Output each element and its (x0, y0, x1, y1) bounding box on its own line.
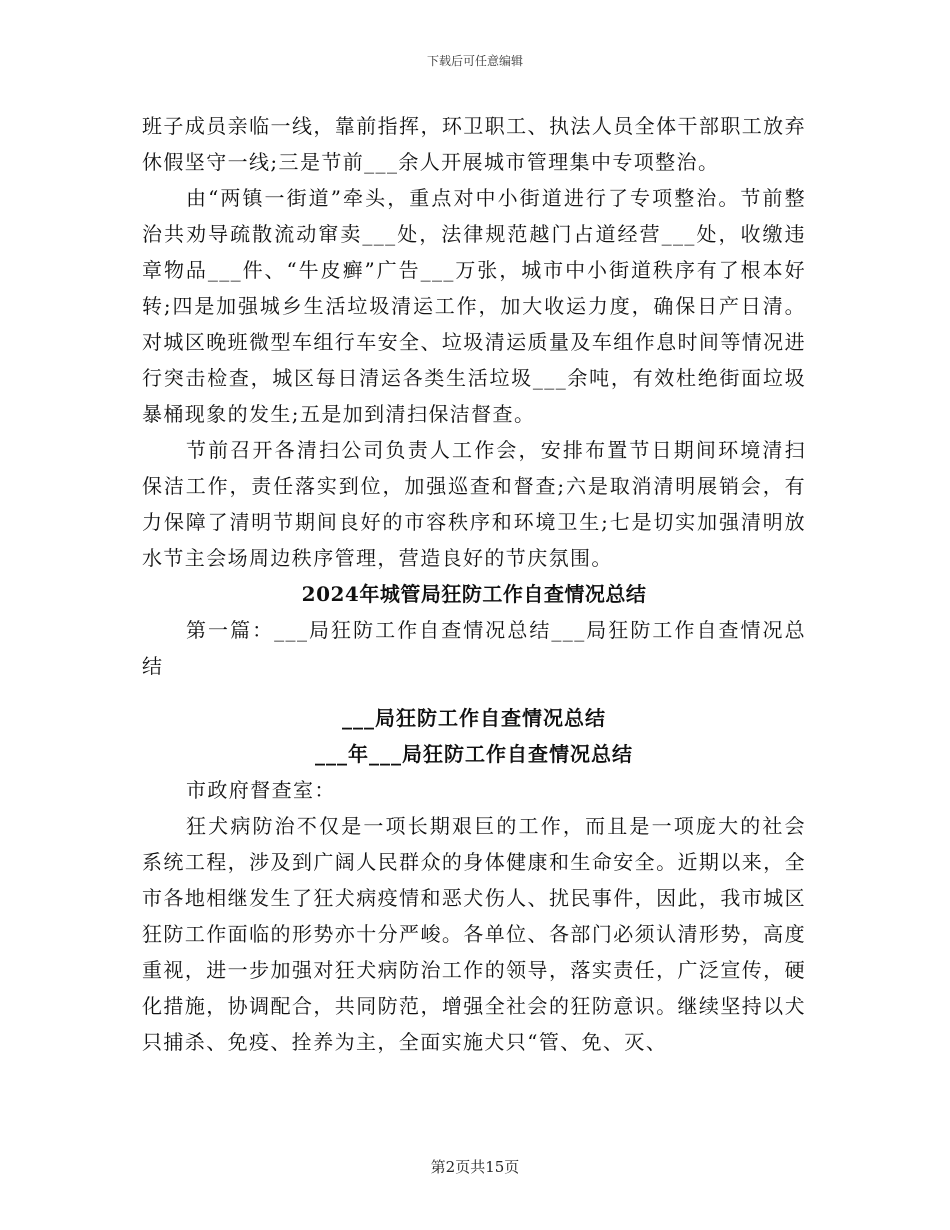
page-header: 下载后可任意编辑 (426, 54, 523, 68)
paragraph-rabies-prevention: 狂犬病防治不仅是一项长期艰巨的工作，而且是一项庞大的社会系统工程，涉及到广阔人民群众的身体健康和生命安全。近期以来，全市各地相继发生了狂犬病疫情和恶犬伤人、扰民事件，因此，我市城区狂防工作面临的形势亦十分严峻。各单位、各部门必须认清形势，高度重视，进一步加强对狂犬病防治工作的领导，落实责任，广泛宣传，硬化措施，协调配合，共同防范，增强全社会的狂防意识。继续坚持以犬只捕杀、免疫、拴养为主，全面实施犬只“管、免、灭、 (142, 814, 806, 1054)
sub-title-year-summary: ___年___局狂防工作自查情况总结 (315, 742, 633, 766)
sub-title-summary: ___局狂防工作自查情况总结 (342, 706, 606, 730)
main-title: 2024年城管局狂防工作自查情况总结 (301, 582, 647, 606)
section-intro: 第一篇：___局狂防工作自查情况总结___局狂防工作自查情况总结 (142, 618, 806, 678)
paragraph-cleaning-supervision: 节前召开各清扫公司负责人工作会，安排布置节日期间环境清扫保洁工作，责任落实到位，加强巡查和督查;六是取消清明展销会，有力保障了清明节期间良好的市容秩序和环境卫生;七是切实加强清明放水节主会场周边秩序管理，营造良好的节庆氛围。 (142, 438, 806, 570)
paragraph-street-rectification: 由“两镇一街道”牵头，重点对中小街道进行了专项整治。节前整治共劝导疏散流动窜卖___处，法律规范越门占道经营___处，收缴违章物品___件、“牛皮癣”广告___万张，城市中小街道秩序有了根本好转;四是加强城乡生活垃圾清运工作，加大收运力度，确保日产日清。对城区晚班微型车组行车安全、垃圾清运质量及车组作息时间等情况进行突击检查，城区每日清运各类生活垃圾___余吨，有效杜绝街面垃圾暴桶现象的发生;五是加到清扫保洁督查。 (142, 186, 806, 426)
page-number: 第2页共15页 (430, 1158, 520, 1176)
addressee: 市政府督查室： (186, 778, 336, 802)
document-body (142, 108, 806, 1060)
paragraph-continuation: 班子成员亲临一线，靠前指挥，环卫职工、执法人员全体干部职工放弃休假坚守一线;三是节前___余人开展城市管理集中专项整治。 (142, 114, 806, 174)
